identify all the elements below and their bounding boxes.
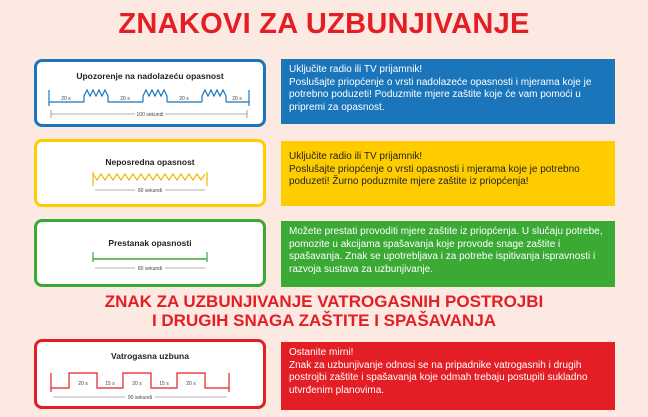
signal-title: Prestanak opasnosti	[108, 238, 192, 248]
wave-segment	[143, 90, 167, 102]
segment-label: 20 s	[179, 96, 189, 102]
segment-label: 20 s	[186, 381, 196, 387]
signal-diagram-warning	[37, 62, 263, 124]
signal-card-warning	[34, 59, 266, 127]
info-text: Uključite radio ili TV prijamnik! Poslušajte priopćenje o vrsti opasnosti i mjerama koje je potrebno poduzeti! Žurno poduzmite mjere zaštite iz priopćenja!	[289, 151, 580, 187]
signal-diagram-immediate	[37, 142, 263, 204]
subtitle-line: ZNAK ZA UZBUNJIVANJE VATROGASNIH POSTROJBI	[104, 292, 544, 311]
section-subtitle	[0, 292, 648, 330]
info-box-fire	[281, 342, 615, 410]
total-label: 60 sekundi	[137, 266, 163, 272]
signal-card-immediate	[34, 139, 266, 207]
wave-segment	[84, 90, 108, 102]
info-text: Možete prestati provoditi mjere zaštite iz priopćenja. U slučaju potrebe, pomozite u akcijama spašavanja koje provode snage zaštite i spašavanja. Znak se upotrebljava i za potrebe ispitivanja ispravnosti i razvoja sustava za uzbunjivanje.	[289, 226, 603, 275]
signal-title: Upozorenje na nadolazeću opasnost	[76, 71, 224, 81]
info-box-warning	[281, 59, 615, 124]
total-label: 60 sekundi	[137, 188, 163, 194]
subtitle-line: I DRUGIH SNAGA ZAŠTITE I SPAŠAVANJA	[151, 311, 497, 330]
signal-diagram-end	[37, 222, 263, 284]
page-title: ZNAKOVI ZA UZBUNJIVANJE	[118, 8, 530, 40]
info-box-end	[281, 221, 615, 287]
wave-line	[93, 174, 205, 180]
signal-title: Neposredna opasnost	[105, 157, 195, 167]
segment-label: 20 s	[120, 96, 130, 102]
info-text: Ostanite mirni! Znak za uzbunjivanje odnosi se na pripadnike vatrogasnih i drugih postrojbi zaštite i spašavanja koje odmah trebaju postupiti sukladno utvrđenim planovima.	[289, 347, 588, 396]
segment-label: 15 s	[159, 381, 169, 387]
signal-diagram-fire	[37, 342, 263, 406]
signal-card-fire	[34, 339, 266, 409]
total-label: 100 sekundi	[136, 112, 164, 118]
wave-segment	[202, 90, 226, 102]
total-label: 90 sekundi	[127, 395, 153, 401]
info-box-immediate	[281, 141, 615, 206]
segment-label: 20 s	[61, 96, 71, 102]
segment-label: 15 s	[105, 381, 115, 387]
segment-label: 20 s	[132, 381, 142, 387]
segment-label: 20 s	[232, 96, 242, 102]
segment-label: 20 s	[78, 381, 88, 387]
signal-title: Vatrogasna uzbuna	[111, 351, 189, 361]
info-text: Uključite radio ili TV prijamnik! Poslušajte priopćenje o vrsti nadolazeće opasnosti i mjerama koje je potrebno poduzeti! Poduzmite mjere zaštite koje će vam pomoći u pripremi za opasnost.	[289, 64, 592, 113]
signal-card-end	[34, 219, 266, 287]
